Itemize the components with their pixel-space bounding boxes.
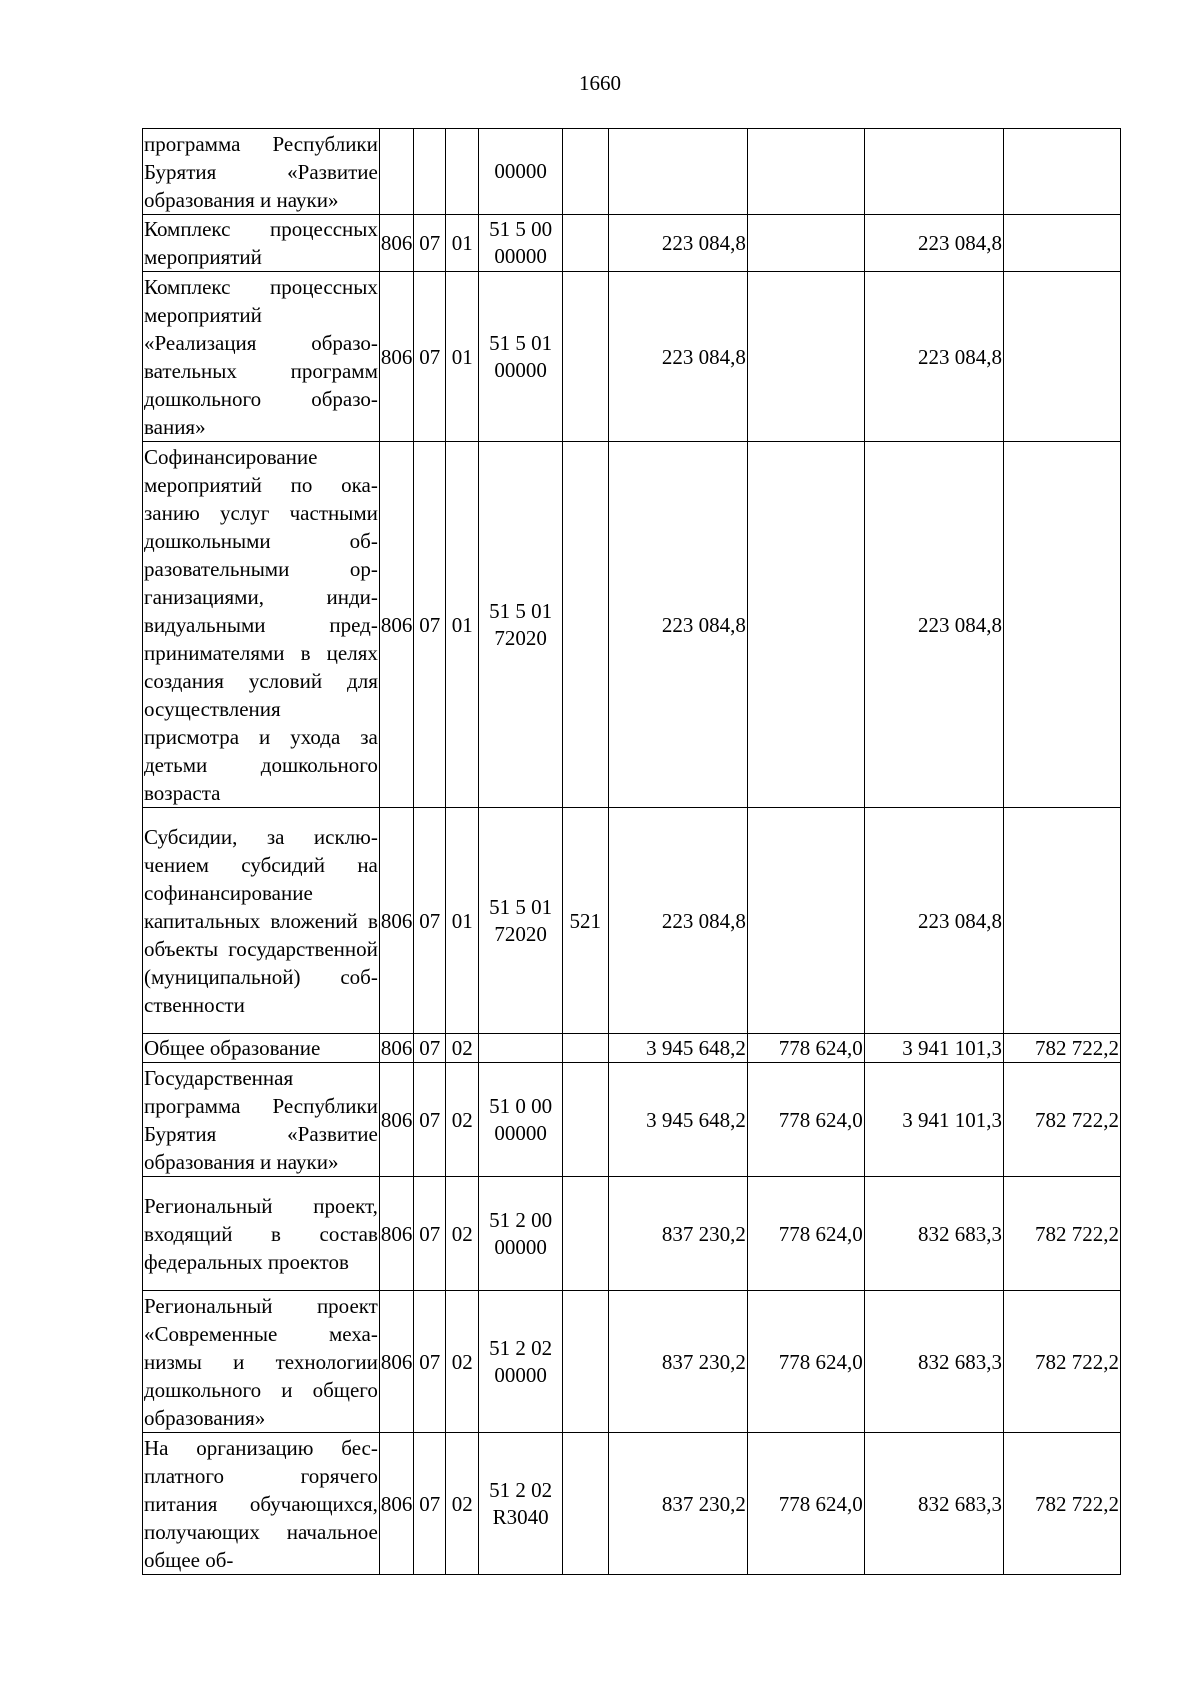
expense-type-code <box>562 442 608 808</box>
amount-year2-federal: 782 722,2 <box>1004 1063 1121 1177</box>
amount-year2-federal <box>1004 129 1121 215</box>
amount-year1-federal <box>747 215 864 272</box>
table-row <box>143 129 1121 215</box>
amount-year1-federal <box>747 442 864 808</box>
section-code <box>414 129 446 215</box>
amount-year2-federal <box>1004 442 1121 808</box>
amount-year1-federal <box>747 129 864 215</box>
amount-year2-total: 3 941 101,3 <box>864 1063 1003 1177</box>
target-article-code: 51 5 00 00000 <box>479 215 562 272</box>
expense-type-code <box>562 1063 608 1177</box>
table-row <box>143 1063 1121 1177</box>
amount-year1-total: 223 084,8 <box>608 272 747 442</box>
target-article-code: 51 5 01 72020 <box>479 808 562 1034</box>
amount-year1-total: 837 230,2 <box>608 1291 747 1433</box>
amount-year1-federal <box>747 272 864 442</box>
amount-year1-total: 223 084,8 <box>608 808 747 1034</box>
section-code: 07 <box>414 272 446 442</box>
subsection-code: 02 <box>445 1063 479 1177</box>
expense-type-code: 521 <box>562 808 608 1034</box>
amount-year2-federal: 782 722,2 <box>1004 1291 1121 1433</box>
amount-year1-federal: 778 624,0 <box>747 1034 864 1063</box>
amount-year2-federal: 782 722,2 <box>1004 1034 1121 1063</box>
table-row <box>143 1177 1121 1291</box>
ministry-code: 806 <box>379 272 414 442</box>
item-name: Софинансирование мероприятий по оказанию услуг частными дошкольными образовательными организациями, индивидуальными предпринимателями в целях создания условий для осуществления присмотра и ухода за детьми дошкольного возраста <box>143 442 380 808</box>
amount-year2-federal: 782 722,2 <box>1004 1433 1121 1575</box>
item-name: Общее образование <box>143 1034 380 1063</box>
table-row <box>143 1433 1121 1575</box>
table-row <box>143 442 1121 808</box>
amount-year2-federal <box>1004 808 1121 1034</box>
amount-year2-federal <box>1004 215 1121 272</box>
ministry-code: 806 <box>379 215 414 272</box>
budget-table <box>142 128 1121 1575</box>
section-code: 07 <box>414 1433 446 1575</box>
amount-year2-federal: 782 722,2 <box>1004 1177 1121 1291</box>
amount-year1-total: 3 945 648,2 <box>608 1034 747 1063</box>
section-code: 07 <box>414 215 446 272</box>
amount-year2-total: 223 084,8 <box>864 442 1003 808</box>
item-name: Государственная программа Республики Бурятия «Развитие образования и науки» <box>143 1063 380 1177</box>
expense-type-code <box>562 1034 608 1063</box>
subsection-code <box>445 129 479 215</box>
amount-year2-total: 223 084,8 <box>864 808 1003 1034</box>
table-row <box>143 1291 1121 1433</box>
subsection-code: 02 <box>445 1291 479 1433</box>
expense-type-code <box>562 272 608 442</box>
amount-year2-total: 223 084,8 <box>864 215 1003 272</box>
amount-year1-total: 223 084,8 <box>608 442 747 808</box>
amount-year1-federal: 778 624,0 <box>747 1177 864 1291</box>
amount-year1-total <box>608 129 747 215</box>
amount-year2-total: 223 084,8 <box>864 272 1003 442</box>
target-article-code: 51 2 02 R3040 <box>479 1433 562 1575</box>
target-article-code: 51 0 00 00000 <box>479 1063 562 1177</box>
table-row <box>143 1034 1121 1063</box>
amount-year1-total: 3 945 648,2 <box>608 1063 747 1177</box>
ministry-code: 806 <box>379 808 414 1034</box>
subsection-code: 01 <box>445 808 479 1034</box>
expense-type-code <box>562 1291 608 1433</box>
section-code: 07 <box>414 1034 446 1063</box>
amount-year2-total: 832 683,3 <box>864 1291 1003 1433</box>
ministry-code <box>379 129 414 215</box>
amount-year2-total <box>864 129 1003 215</box>
item-name: На организацию бесплатного горячего питания обучающихся, получающих начальное общее об- <box>143 1433 380 1575</box>
target-article-code <box>479 1034 562 1063</box>
subsection-code: 02 <box>445 1177 479 1291</box>
ministry-code: 806 <box>379 1177 414 1291</box>
ministry-code: 806 <box>379 1063 414 1177</box>
subsection-code: 01 <box>445 442 479 808</box>
target-article-code: 51 5 01 72020 <box>479 442 562 808</box>
expense-type-code <box>562 215 608 272</box>
section-code: 07 <box>414 442 446 808</box>
expense-type-code <box>562 1177 608 1291</box>
page-number: 1660 <box>579 71 621 95</box>
item-name: Региональный проект «Современные механизмы и технологии дошкольного и общего образования» <box>143 1291 380 1433</box>
ministry-code: 806 <box>379 442 414 808</box>
target-article-code: 00000 <box>479 129 562 215</box>
subsection-code: 02 <box>445 1433 479 1575</box>
item-name: программа Республики Бурятия «Развитие образования и науки» <box>143 129 380 215</box>
target-article-code: 51 5 01 00000 <box>479 272 562 442</box>
amount-year2-total: 832 683,3 <box>864 1433 1003 1575</box>
subsection-code: 02 <box>445 1034 479 1063</box>
expense-type-code <box>562 129 608 215</box>
section-code: 07 <box>414 1291 446 1433</box>
item-name: Субсидии, за исключением субсидий на софинансирование капитальных вложений в объекты государственной (муниципальной) собственности <box>143 808 380 1034</box>
subsection-code: 01 <box>445 215 479 272</box>
item-name: Комплекс процессных мероприятий <box>143 215 380 272</box>
table-row <box>143 272 1121 442</box>
target-article-code: 51 2 02 00000 <box>479 1291 562 1433</box>
target-article-code: 51 2 00 00000 <box>479 1177 562 1291</box>
section-code: 07 <box>414 1177 446 1291</box>
item-name: Комплекс процессных мероприятий «Реализация образовательных программ дошкольного образования» <box>143 272 380 442</box>
amount-year1-total: 837 230,2 <box>608 1177 747 1291</box>
amount-year1-federal: 778 624,0 <box>747 1063 864 1177</box>
ministry-code: 806 <box>379 1291 414 1433</box>
amount-year1-federal: 778 624,0 <box>747 1291 864 1433</box>
table-row <box>143 215 1121 272</box>
ministry-code: 806 <box>379 1433 414 1575</box>
section-code: 07 <box>414 808 446 1034</box>
ministry-code: 806 <box>379 1034 414 1063</box>
amount-year2-total: 832 683,3 <box>864 1177 1003 1291</box>
amount-year2-total: 3 941 101,3 <box>864 1034 1003 1063</box>
expense-type-code <box>562 1433 608 1575</box>
amount-year1-federal <box>747 808 864 1034</box>
amount-year1-total: 223 084,8 <box>608 215 747 272</box>
item-name: Региональный проект, входящий в состав федеральных проектов <box>143 1177 380 1291</box>
table-row <box>143 808 1121 1034</box>
section-code: 07 <box>414 1063 446 1177</box>
amount-year1-federal: 778 624,0 <box>747 1433 864 1575</box>
amount-year1-total: 837 230,2 <box>608 1433 747 1575</box>
subsection-code: 01 <box>445 272 479 442</box>
amount-year2-federal <box>1004 272 1121 442</box>
